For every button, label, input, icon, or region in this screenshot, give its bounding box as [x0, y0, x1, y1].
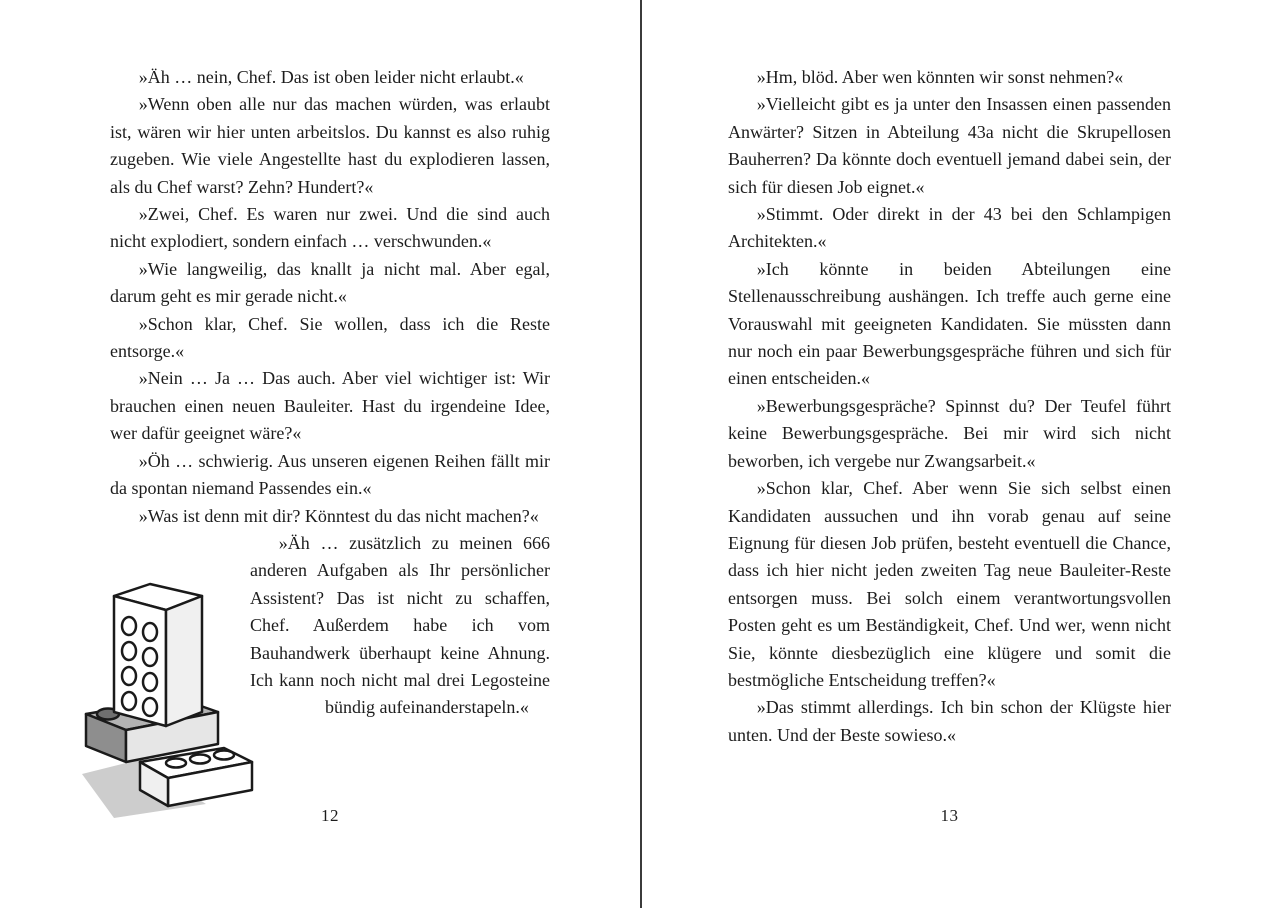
paragraph: »Was ist denn mit dir? Könntest du das nicht machen?«: [138, 505, 539, 526]
illustration-text-wrap-area: [110, 530, 550, 722]
page-gutter-divider: [640, 0, 642, 908]
paragraph: »Zwei, Chef. Es waren nur zwei. Und die sind auch nicht explodiert, sondern einfach … verschwunden.«: [110, 204, 550, 252]
paragraph: »Bewerbungsgespräche? Spinnst du? Der Teufel führt keine Bewerbungsgespräche. Bei mir wird sich nicht beworben, ich vergebe nur Zwangsarbeit.«: [728, 395, 1171, 471]
paragraph: »Wenn oben alle nur das machen würden, was erlaubt ist, wären wir hier unten arbeitslos. Du kannst es also ruhig zugeben. Wie viele Angestellte hast du explodieren lassen, als du Chef warst? Zehn? Hundert?«: [110, 94, 550, 197]
paragraph: »Das stimmt allerdings. Ich bin schon der Klügste hier unten. Und der Beste sowieso.«: [728, 697, 1171, 745]
paragraph: »Schon klar, Chef. Aber wenn Sie sich selbst einen Kandidaten aussuchen und ihn vorab genau auf seine Eignung für diesen Job prüfen, besteht eventuell die Chance, dass ich hier nicht jeden zweiten Tag neue Bauleiter-Reste entsorgen muss. Bei solch einem verantwortungsvollen Posten geht es um Beständigkeit, Chef. Und wer, wenn nicht Sie, könnte diesbezüglich eine klügere und somit die bestmögliche Entscheidung treffen?«: [728, 478, 1171, 690]
right-page: [728, 64, 1171, 749]
paragraph: »Öh … schwierig. Aus unseren eigenen Reihen fällt mir da spontan niemand Passendes ein.«: [110, 450, 550, 499]
paragraph: »Ich könnte in beiden Abteilungen eine Stellenausschreibung aushängen. Ich treffe auch gerne eine Vorauswahl mit geeigneten Kandidaten. Sie müssten dann nur noch ein paar Bewerbungsgespräche führen und sich für einen entscheiden.«: [728, 258, 1171, 389]
illustration-text-wrap-spacer: [110, 695, 325, 790]
page-number-right: 13: [940, 806, 959, 825]
page-number-left: 12: [321, 806, 339, 825]
illustration-text-wrap-spacer: [110, 530, 250, 695]
paragraph: »Vielleicht gibt es ja unter den Insassen einen passenden Anwärter? Sitzen in Abteilung 43a nicht die Skrupellosen Bauherren? Da könnte doch eventuell jemand dabei sein, der sich für diesen Job eignet.«: [728, 94, 1171, 197]
paragraph: »Hm, blöd. Aber wen könnten wir sonst nehmen?«: [756, 67, 1124, 87]
paragraph: »Äh … nein, Chef. Das ist oben leider nicht erlaubt.«: [138, 67, 524, 87]
left-page: [110, 64, 550, 790]
paragraph: »Stimmt. Oder direkt in der 43 bei den Schlampigen Architekten.«: [728, 204, 1171, 252]
paragraph: »Nein … Ja … Das auch. Aber viel wichtiger ist: Wir brauchen einen neuen Bauleiter. Hast du irgendeine Idee, wer dafür geeignet wäre?«: [110, 368, 550, 444]
paragraph: »Äh … zusätzlich zu meinen 666 anderen Aufgaben als Ihr persönlicher Assistent? Das ist nicht zu schaffen, Chef. Außerdem habe ich vom Bauhandwerk überhaupt keine Ahnung. Ich kann noch nicht mal drei Legosteine bündig aufeinanderstapeln.«: [250, 532, 550, 718]
paragraph: »Schon klar, Chef. Sie wollen, dass ich die Reste entsorge.«: [110, 313, 550, 362]
paragraph: »Wie langweilig, das knallt ja nicht mal. Aber egal, darum geht es mir gerade nicht.«: [110, 258, 550, 307]
